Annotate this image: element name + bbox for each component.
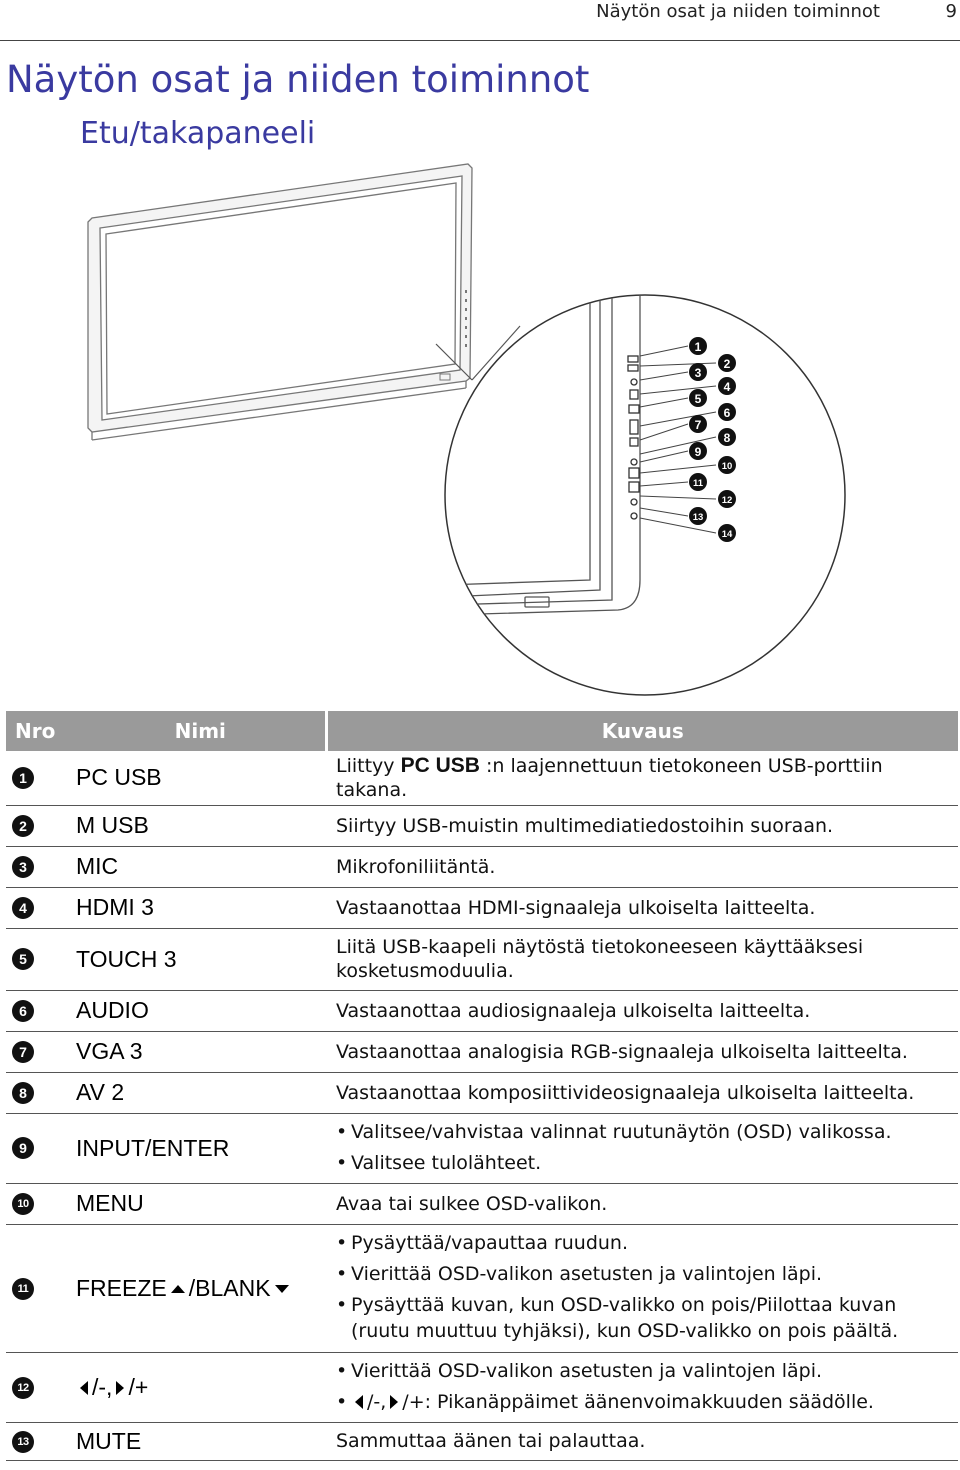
callout-14 bbox=[718, 524, 736, 542]
svg-text:13: 13 bbox=[692, 512, 704, 523]
callout-5 bbox=[689, 389, 707, 407]
part-description: Mikrofoniliitäntä. bbox=[326, 846, 958, 887]
table-row bbox=[6, 1183, 958, 1224]
header-nimi: Nimi bbox=[76, 711, 326, 751]
callout-10 bbox=[718, 456, 736, 474]
left-arrow-icon bbox=[80, 1381, 88, 1395]
down-arrow-icon bbox=[275, 1285, 289, 1293]
svg-text:12: 12 bbox=[721, 495, 733, 506]
part-name: M USB bbox=[76, 805, 326, 846]
callout-8 bbox=[718, 428, 736, 446]
part-name: INPUT/ENTER bbox=[76, 1113, 326, 1183]
number-badge: 2 bbox=[12, 815, 34, 837]
svg-text:6: 6 bbox=[723, 406, 731, 420]
number-badge: 3 bbox=[12, 856, 34, 878]
table-row bbox=[6, 928, 958, 990]
callout-1 bbox=[689, 337, 707, 355]
bullet-item: • Vierittää OSD-valikon asetusten ja valintojen läpi. bbox=[336, 1261, 958, 1287]
table-row bbox=[6, 887, 958, 928]
bullet-item: • /-, /+: Pikanäppäimet äänenvoimakkuuden säädölle. bbox=[336, 1389, 958, 1415]
part-name: HDMI 3 bbox=[76, 887, 326, 928]
number-badge: 9 bbox=[12, 1137, 34, 1159]
number-badge: 1 bbox=[12, 767, 34, 789]
table-row bbox=[6, 1113, 958, 1183]
number-badge: 8 bbox=[12, 1082, 34, 1104]
number-badge: 5 bbox=[12, 948, 34, 970]
part-name: TOUCH 3 bbox=[76, 928, 326, 990]
svg-text:3: 3 bbox=[694, 366, 702, 380]
number-badge: 12 bbox=[12, 1377, 34, 1399]
part-name: MUTE bbox=[76, 1422, 326, 1460]
svg-text:8: 8 bbox=[723, 431, 731, 445]
parts-table bbox=[6, 711, 958, 1461]
number-badge: 7 bbox=[12, 1041, 34, 1063]
part-name: MENU bbox=[76, 1183, 326, 1224]
bullet-item: • Valitsee/vahvistaa valinnat ruutunäytön (OSD) valikossa. bbox=[336, 1119, 958, 1145]
callout-2 bbox=[718, 354, 736, 372]
table-row bbox=[6, 1072, 958, 1113]
svg-text:14: 14 bbox=[721, 529, 733, 540]
display-line-drawing bbox=[0, 150, 960, 710]
header-nro: Nro bbox=[6, 711, 76, 751]
callout-3 bbox=[689, 363, 707, 381]
header-kuvaus: Kuvaus bbox=[326, 711, 958, 751]
callout-6 bbox=[718, 403, 736, 421]
callout-11 bbox=[689, 473, 707, 491]
table-row bbox=[6, 1031, 958, 1072]
part-name: AUDIO bbox=[76, 990, 326, 1031]
svg-text:4: 4 bbox=[723, 380, 731, 394]
part-description: Liitä USB-kaapeli näytöstä tietokoneeseen käyttääksesi kosketusmoduulia. bbox=[326, 928, 958, 990]
bullet-item: • Pysäyttää kuvan, kun OSD-valikko on pois/Piilottaa kuvan (ruutu muuttuu tyhjäksi), kun OSD-valikko on pois päältä. bbox=[336, 1292, 958, 1344]
table-row bbox=[6, 1352, 958, 1422]
display-panel-figure bbox=[0, 150, 960, 710]
display-front-view bbox=[88, 164, 472, 440]
svg-text:2: 2 bbox=[723, 357, 731, 371]
left-arrow-icon bbox=[355, 1395, 363, 1409]
number-badge: 13 bbox=[12, 1431, 34, 1453]
part-description: Siirtyy USB-muistin multimediatiedostoihin suoraan. bbox=[326, 805, 958, 846]
svg-text:7: 7 bbox=[694, 418, 702, 432]
bullet-item: • Valitsee tulolähteet. bbox=[336, 1150, 958, 1176]
part-description: Vastaanottaa analogisia RGB-signaaleja ulkoiselta laitteelta. bbox=[326, 1031, 958, 1072]
page-number: 9 bbox=[945, 1, 957, 22]
callout-9 bbox=[689, 442, 707, 460]
callout-12 bbox=[718, 490, 736, 508]
part-description: Liittyy PC USB :n laajennettuun tietokoneen USB-porttiin takana. bbox=[326, 751, 958, 805]
right-arrow-icon bbox=[116, 1381, 124, 1395]
part-name: PC USB bbox=[76, 751, 326, 805]
table-row bbox=[6, 805, 958, 846]
number-badge: 4 bbox=[12, 897, 34, 919]
part-name: FREEZE /BLANK bbox=[76, 1224, 326, 1352]
part-description bbox=[326, 1352, 958, 1422]
svg-text:5: 5 bbox=[694, 392, 702, 406]
section-title: Näytön osat ja niiden toiminnot bbox=[6, 58, 590, 101]
svg-text:11: 11 bbox=[692, 478, 704, 489]
part-name: VGA 3 bbox=[76, 1031, 326, 1072]
callout-4 bbox=[718, 377, 736, 395]
number-badge: 10 bbox=[12, 1193, 34, 1215]
table-row bbox=[6, 846, 958, 887]
bullet-item: • Pysäyttää/vapauttaa ruudun. bbox=[336, 1230, 958, 1256]
table-row bbox=[6, 1422, 958, 1460]
part-name: MIC bbox=[76, 846, 326, 887]
svg-text:10: 10 bbox=[721, 461, 733, 472]
callout-7 bbox=[689, 415, 707, 433]
up-arrow-icon bbox=[171, 1285, 185, 1293]
part-name: /-, /+ bbox=[76, 1352, 326, 1422]
callout-13 bbox=[689, 507, 707, 525]
running-header bbox=[0, 0, 960, 41]
table-header-row bbox=[6, 711, 958, 751]
running-title: Näytön osat ja niiden toiminnot bbox=[596, 1, 880, 22]
table-row bbox=[6, 990, 958, 1031]
part-description: Vastaanottaa audiosignaaleja ulkoiselta laitteelta. bbox=[326, 990, 958, 1031]
svg-text:9: 9 bbox=[694, 445, 702, 459]
part-description: Vastaanottaa komposiittivideosignaaleja ulkoiselta laitteelta. bbox=[326, 1072, 958, 1113]
part-description bbox=[326, 1113, 958, 1183]
number-badge: 6 bbox=[12, 1000, 34, 1022]
part-name: AV 2 bbox=[76, 1072, 326, 1113]
part-description bbox=[326, 1224, 958, 1352]
svg-text:1: 1 bbox=[694, 340, 702, 354]
part-description: Vastaanottaa HDMI-signaaleja ulkoiselta laitteelta. bbox=[326, 887, 958, 928]
part-description: Sammuttaa äänen tai palauttaa. bbox=[326, 1422, 958, 1460]
table-row bbox=[6, 751, 958, 805]
right-arrow-icon bbox=[390, 1395, 398, 1409]
part-description: Avaa tai sulkee OSD-valikon. bbox=[326, 1183, 958, 1224]
table-row bbox=[6, 1224, 958, 1352]
section-subtitle: Etu/takapaneeli bbox=[80, 116, 316, 151]
number-badge: 11 bbox=[12, 1278, 34, 1300]
bullet-item: • Vierittää OSD-valikon asetusten ja valintojen läpi. bbox=[336, 1358, 958, 1384]
